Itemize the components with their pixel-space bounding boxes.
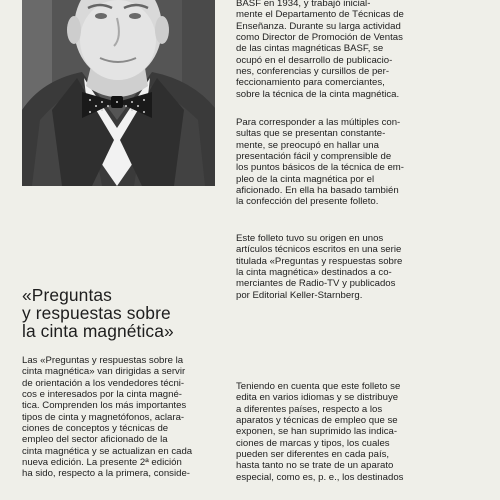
section-heading: «Preguntas y respuestas sobre la cinta magnética» (22, 285, 174, 341)
portrait-illustration (22, 0, 215, 186)
origin-paragraph: Este folleto tuvo su origen en unos artículos técnicos escritos en una serie titulada «Preguntas y respuestas sobre la cinta magnética» destinados a co- merciantes de Radio-TV y publicados por Editorial Keller-Starnberg. (236, 233, 403, 301)
portrait-photo (22, 0, 215, 186)
consultations-paragraph: Para corresponder a las múltiples con- sultas que se presentan constante- mente, se preocupó en hallar una presentación fácil y comprensible de los puntos básicos de la técnica de em- pleo de la cinta magnética por el aficionado. En ella ha basado también la confección del presente folleto. (236, 117, 404, 208)
editions-paragraph: Teniendo en cuenta que este folleto se edita en varios idiomas y se distribuye a diferentes países, respecto a los aparatos y técnicas de empleo que se exponen, se han suprimido las indica- ciones de marcas y tipos, los cuales pueden ser diferentes en cada país, hasta tanto no se trate de un aparato especial, como es, p. e., los destinados (236, 381, 404, 483)
intro-paragraph: Las «Preguntas y respuestas sobre la cinta magnética» van dirigidas a servir de orientación a los vendedores técni- cos e interesados por la cinta magné- tica. Comprenden los más importantes tipos de cinta y magnetófonos, aclara- ciones de conceptos y técnicas de empleo del sector aficionado de la cinta magnética y se actualizan en cada nueva edición. La presente 2ª edición ha sido, respecto a la primera, conside- (22, 355, 193, 480)
bio-paragraph: BASF en 1934, y trabajó inicial- mente el Departamento de Técnicas de Enseñanza. Durante su larga actividad como Director de Promoción de Ventas de las cintas magnéticas BASF, se ocupó en el desarrollo de publicacio- nes, conferencias y cursillos de per- feccionamiento para comerciantes, sobre la técnica de la cinta magnética. (236, 0, 404, 100)
